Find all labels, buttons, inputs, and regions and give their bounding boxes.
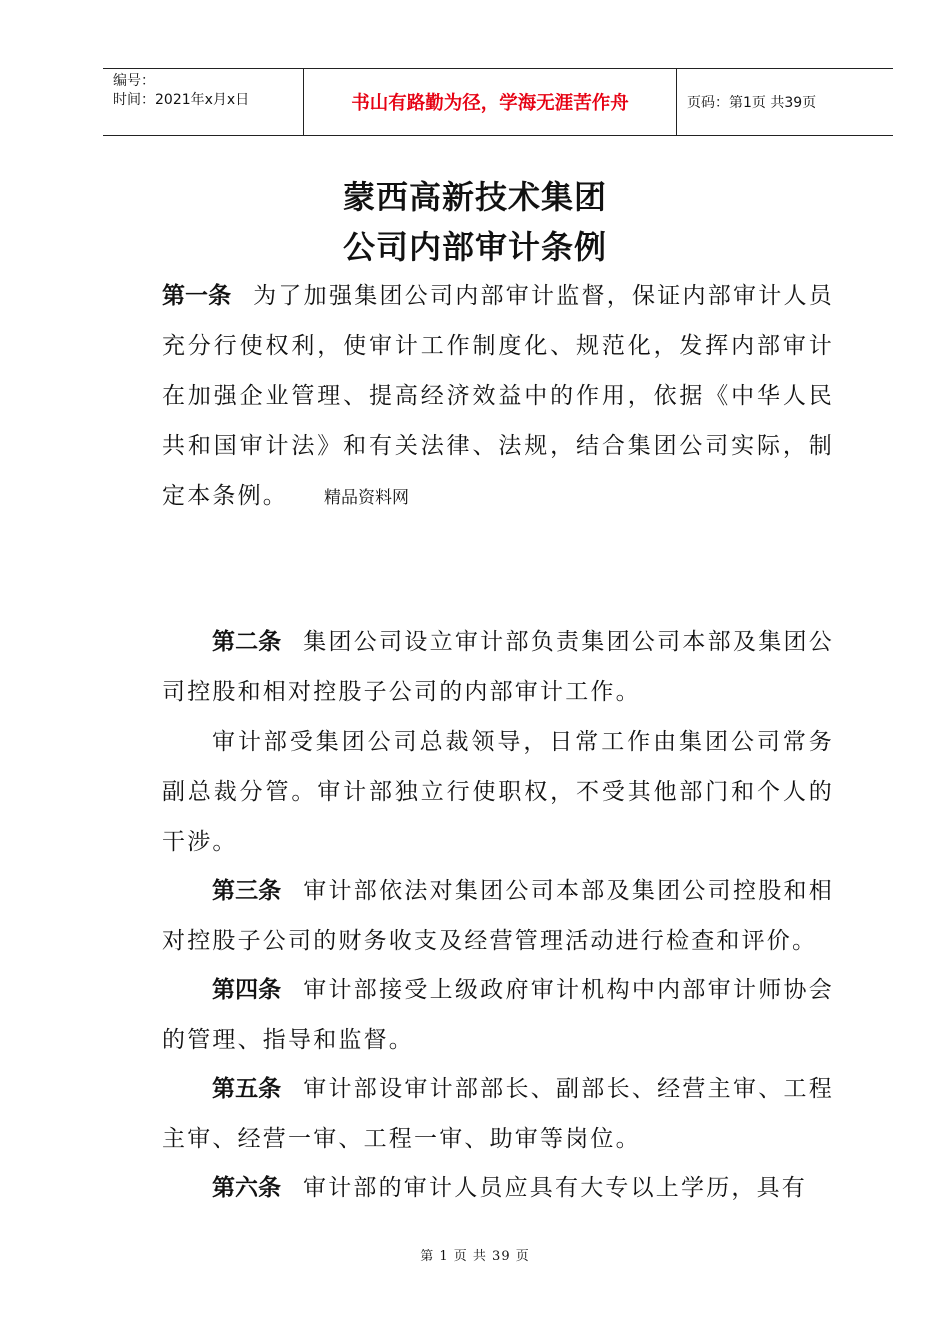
article-5-label: 第五条 bbox=[212, 1076, 282, 1102]
page-footer: 第 1 页 共 39 页 bbox=[420, 1249, 530, 1264]
article-4-text: 审计部接受上级政府审计机构中内部审计师协会的管理、指导和监督。 bbox=[162, 977, 834, 1053]
time-label: 时间：2021年x月x日 bbox=[113, 92, 250, 108]
article-3-label: 第三条 bbox=[212, 878, 282, 904]
number-label: 编号： bbox=[113, 73, 155, 89]
article-1-text: 为了加强集团公司内部审计监督，保证内部审计人员充分行使权利，使审计工作制度化、规范化，发挥内部审计在加强企业管理、提高经济效益中的作用，依据《中华人民共和国审计法》和有关法律、法规，结合集团公司实际，制定本条例。 bbox=[162, 283, 834, 509]
watermark-text: 精品资料网 bbox=[324, 488, 409, 508]
header-meta-cell bbox=[103, 69, 304, 135]
article-1 bbox=[162, 271, 834, 523]
article-4-label: 第四条 bbox=[212, 977, 282, 1003]
article-5-text: 审计部设审计部部长、副部长、经营主审、工程主审、经营一审、工程一审、助审等岗位。 bbox=[162, 1076, 834, 1152]
article-6-label: 第六条 bbox=[212, 1175, 281, 1201]
article-5 bbox=[162, 1064, 834, 1164]
article-6 bbox=[162, 1163, 834, 1213]
article-2-paragraph-2: 审计部受集团公司总裁领导，日常工作由集团公司常务副总裁分管。审计部独立行使职权，不受其他部门和个人的干涉。 bbox=[162, 729, 834, 855]
article-3 bbox=[162, 866, 834, 966]
article-3-text: 审计部依法对集团公司本部及集团公司控股和相对控股子公司的财务收支及经营管理活动进行检查和评价。 bbox=[162, 878, 834, 954]
article-2-text: 集团公司设立审计部负责集团公司本部及集团公司控股和相对控股子公司的内部审计工作。 bbox=[162, 629, 834, 705]
article-2-label: 第二条 bbox=[212, 629, 282, 655]
document-title-line2: 公司内部审计条例 bbox=[342, 228, 607, 266]
header-slogan: 书山有路勤为径，学海无涯苦作舟 bbox=[304, 69, 677, 135]
document-title-line1: 蒙西高新技术集团 bbox=[342, 178, 607, 216]
article-1-label: 第一条 bbox=[162, 283, 232, 309]
article-6-text: 审计部的审计人员应具有大专以上学历，具有 bbox=[303, 1175, 807, 1201]
article-2 bbox=[162, 617, 834, 717]
document-header bbox=[103, 68, 893, 136]
article-4 bbox=[162, 965, 834, 1065]
header-page-code: 页码：第1页 共39页 bbox=[687, 95, 817, 111]
